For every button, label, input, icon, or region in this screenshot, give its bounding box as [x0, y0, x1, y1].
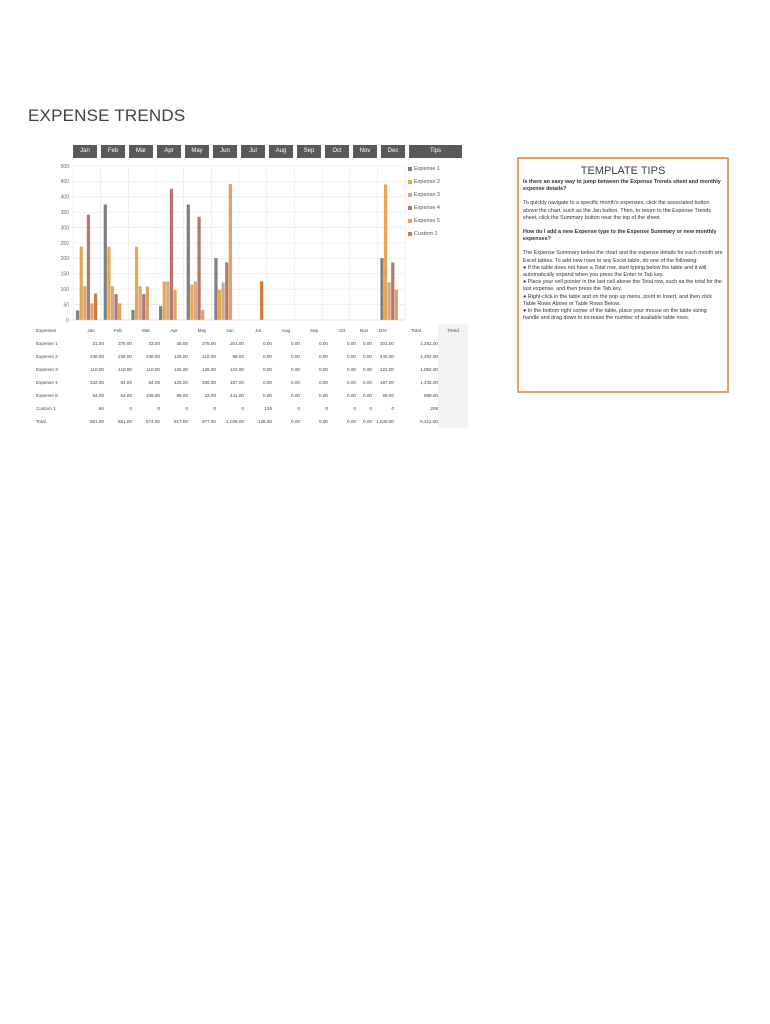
- table-cell: 238.00: [117, 354, 132, 359]
- bar-expense-2-feb: [107, 247, 110, 320]
- table-cell: 115.00: [202, 354, 216, 359]
- table-cell: 208: [430, 406, 438, 411]
- legend-swatch: [408, 219, 412, 223]
- legend-swatch: [408, 167, 412, 171]
- month-button-jul[interactable]: Jul: [241, 145, 265, 158]
- template-tips-panel: [517, 157, 729, 393]
- table-cell: 861.00: [89, 419, 104, 424]
- table-cell: 0: [325, 406, 328, 411]
- month-button-aug[interactable]: Aug: [269, 145, 293, 158]
- bar-custom-1-jan: [94, 294, 97, 320]
- tips-bullet-1: ● If the table does not have a Total row, start typing below the table and it will automatically expand when you press the Enter or Tab key.: [523, 264, 707, 279]
- bar-expense-3-apr: [166, 282, 169, 321]
- tips-title: TEMPLATE TIPS: [580, 165, 666, 177]
- table-cell: 977.00: [201, 419, 216, 424]
- table-cell: 98.00: [382, 393, 394, 398]
- table-cell: 0.00: [263, 367, 272, 372]
- bar-expense-4-dec: [391, 262, 394, 320]
- table-cell: 0.00: [347, 341, 356, 346]
- table-cell: 98.00: [176, 393, 188, 398]
- legend-label: Expense 5: [414, 218, 440, 224]
- table-cell: 33.00: [148, 341, 160, 346]
- table-cell: 0.00: [363, 341, 372, 346]
- table-cell: 1,049.00: [376, 419, 394, 424]
- column-header: Nov: [359, 328, 369, 333]
- table-cell: 426.00: [173, 380, 188, 385]
- bar-expense-5-mar: [146, 286, 149, 320]
- table-cell: 126: [264, 406, 272, 411]
- table-cell: 0: [213, 406, 216, 411]
- table-cell: 0.00: [291, 380, 300, 385]
- month-button-jun[interactable]: Jun: [213, 145, 237, 158]
- bar-expense-3-jan: [83, 286, 86, 320]
- table-cell: 0.00: [291, 419, 300, 424]
- table-cell: 888.00: [423, 393, 438, 398]
- table-cell: 0: [353, 406, 356, 411]
- table-cell: 122.00: [379, 367, 394, 372]
- y-tick-label: 500: [60, 163, 69, 170]
- legend-item-expense-5: [408, 218, 440, 224]
- table-cell: 0: [297, 406, 300, 411]
- column-header: Apr: [170, 328, 178, 333]
- bar-expense-1-mar: [131, 310, 134, 320]
- legend-label: Expense 4: [414, 205, 440, 211]
- table-cell: 122.00: [229, 367, 244, 372]
- table-cell: 441.00: [229, 393, 244, 398]
- column-header: Sep: [309, 328, 319, 333]
- legend-item-expense-3: [408, 192, 440, 198]
- column-header: Feb: [114, 328, 122, 333]
- bar-expense-2-jun: [218, 290, 221, 320]
- bar-expense-5-jan: [90, 303, 93, 320]
- table-cell: [438, 337, 468, 350]
- table-cell: 0.00: [363, 419, 372, 424]
- y-tick-label: 200: [60, 256, 69, 263]
- bar-expense-4-jun: [225, 262, 228, 320]
- table-cell: 125.00: [173, 354, 188, 359]
- table-cell: 0.00: [347, 380, 356, 385]
- table-cell: 1,052.00: [420, 367, 438, 372]
- table-cell: 0.00: [263, 341, 272, 346]
- bar-expense-4-apr: [170, 189, 173, 320]
- tips-question-2: How do I add a new Expense type to the Expense Summary or new monthly expenses?: [523, 229, 717, 243]
- bar-expense-2-apr: [163, 282, 166, 321]
- tips-answer-1: To quickly navigate to a specific month's expenses, click the associated button above the chart, such as the Jan button. Then, to return to the Expense Trends sheet, click the Summary button near the top of the sheet.: [523, 200, 712, 221]
- table-row: [32, 337, 468, 350]
- row-label: Expense 4: [36, 380, 58, 385]
- legend-item-custom-1: [408, 231, 438, 237]
- row-label: Expense 1: [36, 341, 58, 346]
- table-cell: 0.00: [319, 380, 328, 385]
- column-header: Oct: [338, 328, 346, 333]
- legend-label: Custom 1: [414, 231, 438, 237]
- month-button-apr[interactable]: Apr: [157, 145, 181, 158]
- month-button-oct[interactable]: Oct: [325, 145, 349, 158]
- column-header: Total: [411, 328, 421, 333]
- table-cell: 0.00: [263, 354, 272, 359]
- legend-label: Expense 1: [414, 166, 440, 172]
- table-cell: 0.00: [319, 341, 328, 346]
- y-tick-label: 250: [60, 240, 69, 247]
- table-cell: 0.00: [347, 419, 356, 424]
- column-header: Trend: [438, 324, 468, 337]
- bar-expense-3-dec: [388, 282, 391, 320]
- row-label: Expense 5: [36, 393, 58, 398]
- bar-expense-1-jun: [214, 258, 217, 320]
- table-cell: 0.00: [319, 393, 328, 398]
- legend-item-expense-4: [408, 205, 440, 211]
- table-cell: 1,435.00: [420, 380, 438, 385]
- table-cell: 0.00: [319, 419, 328, 424]
- table-cell: 98.00: [232, 354, 244, 359]
- bar-expense-2-may: [190, 285, 193, 320]
- table-cell: 375.00: [201, 341, 216, 346]
- bar-expense-1-may: [187, 205, 190, 321]
- table-cell: [438, 350, 468, 363]
- tips-bullet-4: ● In the bottom right corner of the table, place your mouse on the table sizing handle and drag down to increase the number of available table rows.: [523, 308, 707, 322]
- bar-expense-3-mar: [139, 286, 142, 320]
- table-cell: 342.00: [89, 380, 104, 385]
- bar-expense-4-may: [198, 217, 201, 320]
- table-cell: [438, 415, 468, 428]
- table-cell: 0.00: [363, 367, 372, 372]
- column-header: Jan: [87, 328, 95, 333]
- table-cell: 201.00: [229, 341, 244, 346]
- table-cell: 126.00: [257, 419, 272, 424]
- table-cell: 84.00: [120, 380, 132, 385]
- table-cell: 0.00: [263, 380, 272, 385]
- bar-expense-1-dec: [380, 258, 383, 320]
- table-row: [32, 350, 468, 363]
- table-cell: 0: [391, 406, 394, 411]
- row-label: Expense 2: [36, 354, 58, 359]
- month-button-feb[interactable]: Feb: [101, 145, 125, 158]
- table-cell: 1,261.00: [420, 341, 438, 346]
- table-cell: 0.00: [347, 367, 356, 372]
- table-cell: 0: [157, 406, 160, 411]
- month-button-mar[interactable]: Mar: [129, 145, 153, 158]
- legend-swatch: [408, 180, 412, 184]
- table-cell: 238.00: [145, 354, 160, 359]
- column-header: May: [197, 328, 207, 333]
- legend-label: Expense 2: [414, 179, 440, 185]
- table-cell: 86: [98, 406, 104, 411]
- bar-expense-5-may: [201, 310, 204, 320]
- table-row: [32, 363, 468, 376]
- table-cell: 187.00: [379, 380, 394, 385]
- month-button-dec[interactable]: Dec: [381, 145, 405, 158]
- y-tick-label: 400: [60, 194, 69, 201]
- bar-expense-1-jan: [76, 310, 79, 320]
- table-cell: 0: [129, 406, 132, 411]
- tips-bullet-2: ● Place your cell pointer in the last cell above the Total row, such as the total for the last expense, and then press the Tab key.: [523, 279, 722, 293]
- table-cell: 0.00: [347, 393, 356, 398]
- table-cell: 0.00: [291, 341, 300, 346]
- table-cell: 54.00: [92, 393, 104, 398]
- bar-expense-3-jun: [222, 282, 225, 320]
- column-header: Jul: [255, 328, 261, 333]
- table-cell: 0.00: [291, 393, 300, 398]
- table-cell: 125.00: [201, 367, 216, 372]
- table-cell: 0.00: [363, 380, 372, 385]
- bar-expense-4-mar: [142, 294, 145, 320]
- table-cell: 31.00: [92, 341, 104, 346]
- bar-expense-4-feb: [115, 294, 118, 320]
- y-tick-label: 350: [60, 210, 69, 216]
- y-tick-label: 0: [66, 317, 69, 324]
- table-cell: [438, 389, 468, 402]
- page-title: EXPENSE TRENDS: [28, 106, 186, 125]
- column-header: Dec: [378, 328, 388, 333]
- bar-expense-5-dec: [395, 290, 398, 320]
- legend-item-expense-1: [408, 166, 440, 172]
- table-cell: 33.00: [204, 393, 216, 398]
- table-row: [32, 415, 468, 428]
- tips-answer-2: The Expense Summary below the chart and the expense details for each month are Excel tables. To add new rows to any Excel table, do one of the following:: [523, 250, 723, 264]
- column-header: Jun: [226, 328, 234, 333]
- table-cell: 0.00: [347, 354, 356, 359]
- table-cell: [438, 376, 468, 389]
- table-cell: 84.00: [148, 380, 160, 385]
- bar-expense-5-apr: [173, 290, 176, 320]
- bar-expense-3-may: [194, 282, 197, 321]
- table-cell: [438, 363, 468, 376]
- bar-expense-1-feb: [104, 205, 107, 321]
- y-tick-label: 50: [63, 302, 69, 309]
- table-cell: 0.00: [291, 354, 300, 359]
- table-cell: 109.00: [145, 393, 160, 398]
- table-cell: 0.00: [363, 393, 372, 398]
- legend-swatch: [408, 193, 412, 197]
- table-row: [32, 389, 468, 402]
- month-button-may[interactable]: May: [185, 145, 209, 158]
- bar-expense-4-jan: [87, 215, 90, 320]
- table-cell: 238.00: [89, 354, 104, 359]
- legend-swatch: [408, 206, 412, 210]
- table-cell: 187.00: [229, 380, 244, 385]
- table-cell: 817.00: [173, 419, 188, 424]
- expense-summary-table: [32, 324, 468, 428]
- table-cell: 201.00: [379, 341, 394, 346]
- bar-expense-2-jan: [80, 247, 83, 320]
- table-cell: [438, 402, 468, 415]
- y-tick-label: 150: [60, 271, 69, 278]
- tips-bullet-3: ● Right-click in the table and on the pop up menu, point to Insert, and then click Table Rows Above or Table Rows Below.: [523, 293, 713, 307]
- table-cell: 110.00: [118, 367, 132, 372]
- table-cell: 0: [185, 406, 188, 411]
- bar-expense-2-dec: [384, 184, 387, 320]
- legend-item-expense-2: [408, 179, 440, 185]
- table-cell: 125.00: [173, 367, 188, 372]
- table-cell: 574.00: [145, 419, 160, 424]
- bar-expense-5-feb: [118, 303, 121, 320]
- bar-expense-1-apr: [159, 306, 162, 320]
- table-cell: 110.00: [146, 367, 160, 372]
- bar-expense-3-feb: [111, 286, 114, 320]
- table-header-row: [32, 324, 468, 337]
- column-header: Mar: [142, 328, 150, 333]
- y-tick-label: 450: [60, 179, 69, 186]
- table-cell: 0.00: [319, 354, 328, 359]
- table-cell: 110.00: [90, 367, 104, 372]
- table-cell: 0: [369, 406, 372, 411]
- table-cell: 0.00: [263, 393, 272, 398]
- table-cell: 335.00: [201, 380, 216, 385]
- month-button-jan[interactable]: Jan: [73, 145, 97, 158]
- table-row: [32, 376, 468, 389]
- table-cell: 1,492.00: [420, 354, 438, 359]
- table-cell: 0: [241, 406, 244, 411]
- table-cell: 6,312.00: [420, 419, 438, 424]
- row-label: Expense 3: [36, 367, 58, 372]
- table-cell: 45.00: [176, 341, 188, 346]
- legend-swatch: [408, 232, 412, 236]
- bar-expense-2-mar: [135, 247, 138, 320]
- table-cell: 1,049.00: [226, 419, 244, 424]
- month-button-nov[interactable]: Nov: [353, 145, 377, 158]
- legend-label: Expense 3: [414, 192, 440, 198]
- table-row: [32, 402, 468, 415]
- tips-button[interactable]: Tips: [409, 145, 462, 158]
- table-cell: 0.00: [291, 367, 300, 372]
- table-cell: 861.00: [117, 419, 132, 424]
- column-header: Expenses: [36, 328, 57, 333]
- table-cell: 375.00: [117, 341, 132, 346]
- bar-expense-5-jun: [229, 184, 232, 320]
- row-label: Custom 1: [36, 406, 56, 411]
- y-tick-label: 300: [60, 225, 69, 232]
- column-header: Aug: [281, 328, 291, 333]
- y-tick-label: 100: [60, 287, 69, 293]
- table-cell: 0.00: [319, 367, 328, 372]
- month-button-sep[interactable]: Sep: [297, 145, 321, 158]
- bar-custom-1-jul: [260, 281, 263, 320]
- row-label: Total: [36, 419, 46, 424]
- table-cell: 0.00: [363, 354, 372, 359]
- tips-question-1: Is there an easy way to jump between the Expense Trends sheet and monthly expense details?: [523, 179, 721, 193]
- table-cell: 54.00: [120, 393, 132, 398]
- table-cell: 440.00: [379, 354, 394, 359]
